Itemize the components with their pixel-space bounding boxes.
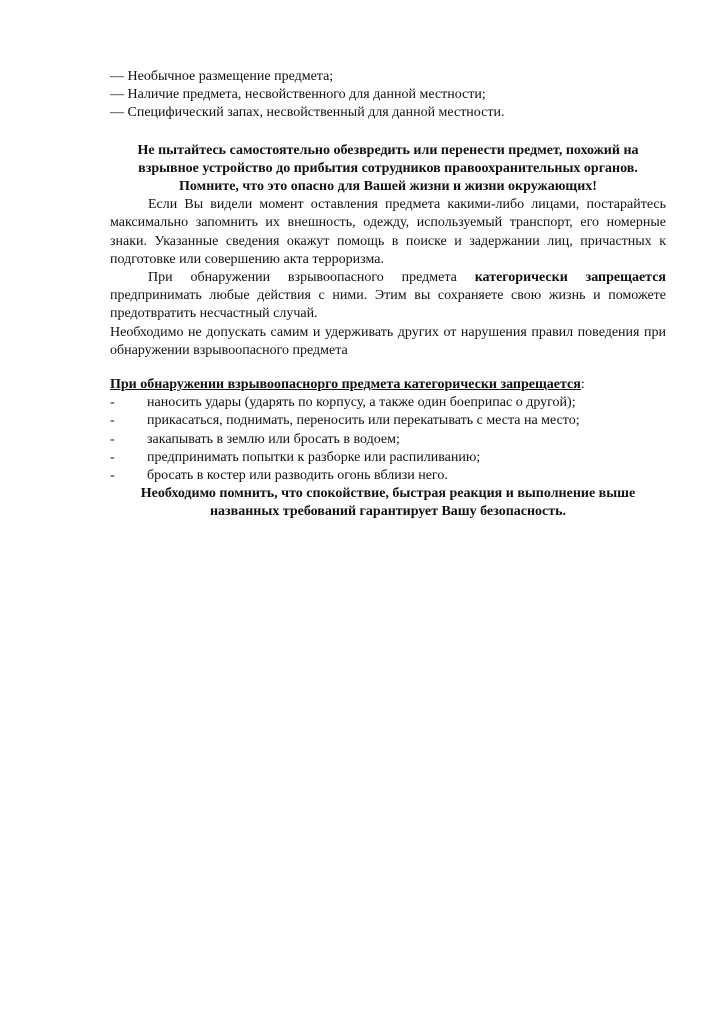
sign-item: — Специфический запах, несвойственный для данной местности. [110,105,505,121]
list-item [110,431,666,449]
sign-item: — Необычное размещение предмета; [110,69,334,84]
list-item-text: наносить удары (ударять по корпусу, а также один боеприпас о другой); [147,395,576,411]
sign-item: — Наличие предмета, несвойственного для данной местности; [110,87,486,103]
list-item-text: закапывать в землю или бросать в водоем; [147,431,400,447]
prohibited-heading-text: При обнаружении взрывоопаснорго предмета категорически запрещается [110,377,581,393]
list-item-text: предпринимать попытки к разборке или распиливанию; [147,449,481,465]
paragraph-discovery [110,269,666,324]
list-item [110,394,666,412]
discovery-emphasis: категорически запрещается [474,270,666,286]
list-marker: - [110,468,115,484]
discovery-text-start: При обнаружении взрывоопасного предмета [148,270,475,286]
closing-line: названных требований гарантирует Вашу безопасность. [209,504,567,520]
discovery-text-end: предпринимать любые действия с ними. Этим вы сохраняете свою жизнь и поможете предотвратить несчастный случай. [110,288,666,322]
prohibited-list [110,394,666,485]
list-item [110,412,666,430]
warning-block [110,142,666,197]
list-item-text: бросать в костер или разводить огонь вблизи него. [147,468,448,484]
list-marker: - [110,413,115,429]
closing-block [110,485,666,521]
prohibited-heading [110,376,666,394]
signs-list [110,68,666,123]
closing-line: Необходимо помнить, что спокойствие, быстрая реакция и выполнение выше [140,486,636,502]
list-marker: - [110,449,115,465]
list-marker: - [110,395,115,411]
list-item-text: прикасаться, поднимать, переносить или перекатывать с места на место; [147,413,580,429]
paragraph-rules: Необходимо не допускать самим и удерживать других от нарушения правил поведения при обнаружении взрывоопасного предмета [110,324,666,358]
paragraph-observation: Если Вы видели момент оставления предмета какими-либо лицами, постарайтесь максимально запомнить их внешность, одежду, используемый транспорт, его номерные знаки. Указанные сведения окажут помощь в поиске и задержании лиц, причастных к подготовке или совершению акта терроризма. [110,197,666,267]
warning-line: взрывное устройство до прибытия сотрудников правоохранительных органов. [138,160,638,176]
list-marker: - [110,431,115,447]
warning-line: Помните, что это опасно для Вашей жизни и жизни окружающих! [179,179,597,195]
list-item [110,467,666,485]
list-item [110,449,666,467]
warning-line: Не пытайтесь самостоятельно обезвредить или перенести предмет, похожий на [137,142,639,158]
document-page [110,68,666,522]
prohibited-heading-colon: : [580,377,585,393]
